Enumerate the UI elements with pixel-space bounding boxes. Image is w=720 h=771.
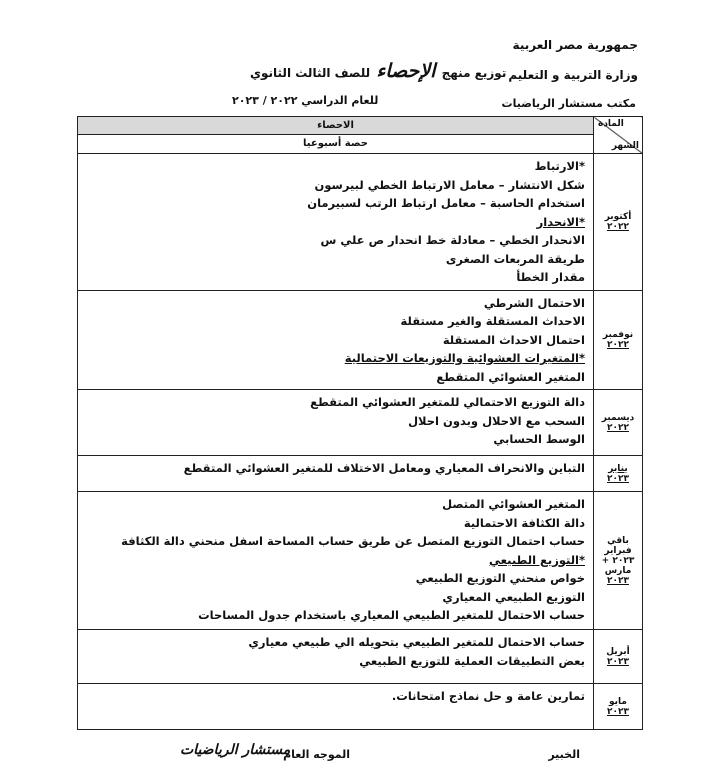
month-label: ٢٠٢٢ xyxy=(607,221,629,232)
corner-subject-label: المادة xyxy=(598,119,624,129)
expert-signature-label: الخبير xyxy=(548,748,580,761)
topic-line: *الانحدار xyxy=(536,214,585,229)
corner-month-label: الشهر xyxy=(611,141,639,151)
month-label: ديسمبر xyxy=(601,412,635,423)
month-label: أكتوبر xyxy=(604,211,632,222)
topic-line: حساب احتمال التوزيع المتصل عن طريق حساب المساحة اسفل منحني دالة الكثافة xyxy=(121,534,585,548)
topics-cell xyxy=(78,154,594,291)
topic-line: التوزيع الطبيعي المعياري xyxy=(442,589,585,604)
month-cell xyxy=(594,684,643,730)
topic-line: شكل الانتشار – معامل الارتباط الخطي لبيرسون xyxy=(314,177,585,192)
topic-line: السحب مع الاحلال وبدون احلال xyxy=(408,413,585,428)
document-title xyxy=(250,60,506,82)
title-suffix: للصف الثالث الثانوي xyxy=(250,66,371,80)
topic-line: استخدام الحاسبة – معامل ارتباط الرتب لسبيرمان xyxy=(307,196,585,210)
periods-header: حصة أسبوعيا xyxy=(78,134,594,153)
month-cell xyxy=(594,390,643,456)
month-label: ٢٠٢٣ + xyxy=(601,555,635,566)
month-label: باقي فبراير xyxy=(604,535,632,556)
topics-cell xyxy=(78,390,594,456)
month-row xyxy=(78,492,643,630)
month-cell xyxy=(594,456,643,492)
month-cell xyxy=(594,492,643,630)
month-label: يناير ٢٠٢٣ xyxy=(607,463,629,484)
topic-line: *المتغيرات العشوائية والتوزيعات الاحتمالية xyxy=(344,351,585,365)
math-advisor-label: مستشار الرياضيات xyxy=(180,742,291,758)
topic-line: تمارين عامة و حل نماذج امتحانات. xyxy=(391,689,585,703)
month-row xyxy=(78,154,643,291)
month-label: أبريل xyxy=(606,646,630,657)
month-label: ٢٠٢٢ xyxy=(607,422,629,433)
topics-cell xyxy=(78,456,594,492)
topic-line: احتمال الاحداث المستقلة xyxy=(442,332,585,347)
ministry-name: وزارة التربية و التعليم xyxy=(508,68,638,82)
month-label: مايو xyxy=(609,696,627,707)
month-cell xyxy=(594,290,643,390)
title-subject: الإحصاء xyxy=(376,60,436,82)
month-cell xyxy=(594,630,643,684)
topics-cell xyxy=(78,630,594,684)
month-row xyxy=(78,630,643,684)
month-label: نوفمبر xyxy=(602,329,634,340)
topic-line: *الارتباط xyxy=(534,159,585,173)
month-label: ٢٠٢٣ xyxy=(607,575,629,586)
topics-cell xyxy=(78,684,594,730)
topic-line: بعض التطبيقات العملية للتوزيع الطبيعي xyxy=(359,653,585,668)
topic-line: حساب الاحتمال للمتغير الطبيعي المعياري باستخدام جدول المساحات xyxy=(198,608,585,622)
month-label: ٢٠٢٣ xyxy=(607,656,629,667)
title-prefix: توزيع منهج xyxy=(441,66,507,80)
topic-line: *التوزيع الطبيعي xyxy=(489,552,585,567)
topic-line: خواص منحني التوزيع الطبيعي xyxy=(415,571,585,585)
topic-line: مقدار الخطأ xyxy=(516,270,585,284)
topic-line: التباين والانحراف المعياري ومعامل الاختلاف للمتغير العشوائي المتقطع xyxy=(183,461,585,475)
subject-header: الاحصاء xyxy=(78,117,594,135)
month-row xyxy=(78,390,643,456)
corner-header-cell xyxy=(594,117,643,154)
topic-line: دالة التوزيع الاحتمالي للمتغير العشوائي المتقطع xyxy=(310,395,585,409)
month-label: مارس xyxy=(604,565,632,576)
month-row xyxy=(78,456,643,492)
curriculum-table xyxy=(77,116,643,730)
topic-line: طريقة المربعات الصغرى xyxy=(445,251,585,266)
topic-line: حساب الاحتمال للمتغير الطبيعي بتحويله الي طبيعي معياري xyxy=(248,635,585,649)
month-row xyxy=(78,290,643,390)
topics-cell xyxy=(78,290,594,390)
topic-line: الاحتمال الشرطي xyxy=(483,295,585,310)
general-supervisor-label: الموجه العام xyxy=(283,748,350,761)
month-row xyxy=(78,684,643,730)
country-name: جمهورية مصر العربية xyxy=(512,38,638,52)
topic-line: المتغير العشوائي المتقطع xyxy=(436,369,585,384)
topics-cell xyxy=(78,492,594,630)
month-cell xyxy=(594,154,643,291)
topic-line: الاحداث المستقلة والغير مستقلة xyxy=(400,314,585,328)
topic-line: الوسط الحسابي xyxy=(493,432,585,446)
office-name: مكتب مستشار الرياضيات xyxy=(501,97,636,110)
month-label: ٢٠٢٣ xyxy=(607,706,629,717)
topic-line: دالة الكثافة الاحتمالية xyxy=(463,515,585,530)
month-label: ٢٠٢٢ xyxy=(607,339,629,350)
topic-line: الانحدار الخطي – معادلة خط انحدار ص علي س xyxy=(320,233,585,247)
academic-year: للعام الدراسي ٢٠٢٢ / ٢٠٢٣ xyxy=(232,94,379,107)
topic-line: المتغير العشوائي المتصل xyxy=(442,497,585,511)
